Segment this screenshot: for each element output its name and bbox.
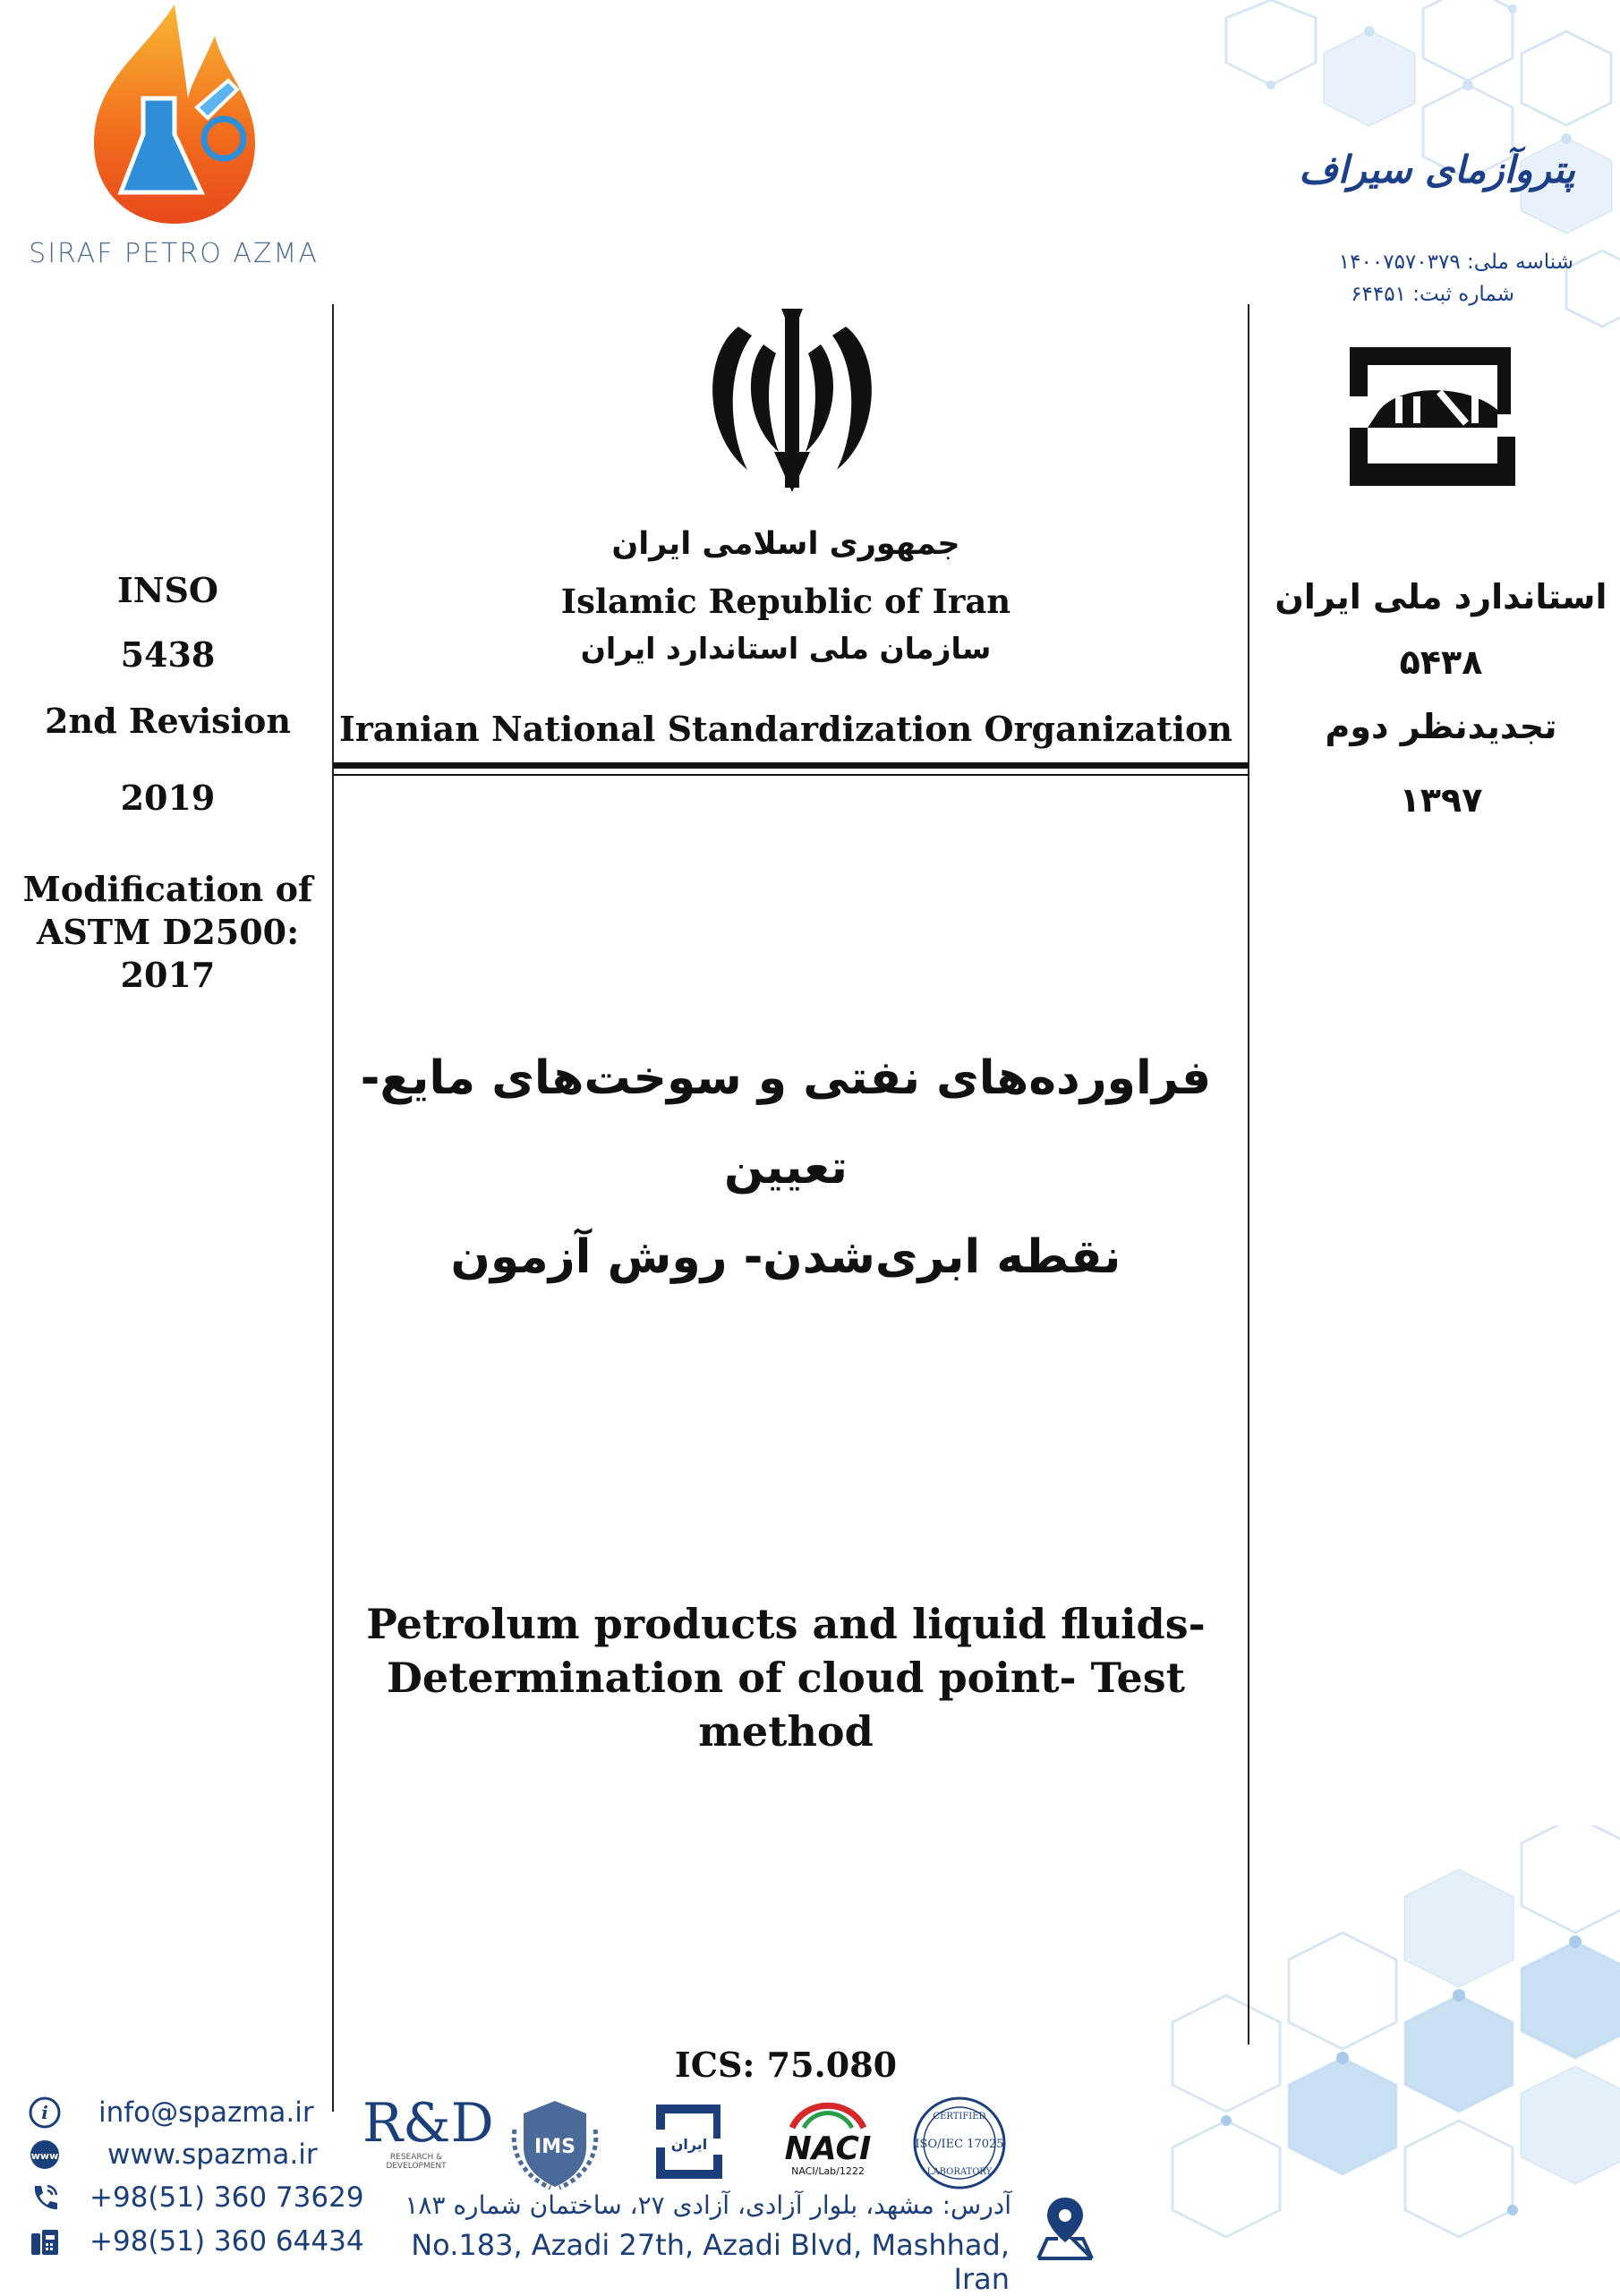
standard-revision-fa: تجدیدنظر دوم (1325, 707, 1557, 746)
rd-badge (362, 2092, 494, 2192)
naci-badge-label: NACI (784, 2130, 872, 2167)
rd-badge-sub: RESEARCH & DEVELOPMENT (386, 2153, 447, 2171)
modification-line2: ASTM D2500: (36, 912, 300, 952)
document-title-en (334, 1597, 1238, 1758)
modification-line1: Modification of (22, 869, 313, 909)
iso-17025-badge (908, 2094, 1011, 2192)
svg-text:i: i (41, 2102, 48, 2123)
title-en-line1: Petrolum products and liquid fluids- (366, 1600, 1206, 1648)
contact-phone[interactable] (27, 2177, 364, 2218)
title-en-line2: Determination of cloud point- Test method (387, 1654, 1185, 1756)
standard-number-fa: ۵۴۳۸ (1399, 642, 1483, 682)
iso-badge-mid: ISO/IEC 17025 (915, 2138, 1004, 2151)
contact-phone-text[interactable]: +98(51) 360 73629 (90, 2181, 364, 2214)
registration-number: شماره ثبت: ۶۴۴۵۱ (1351, 283, 1514, 306)
naci-arc-icon (779, 2094, 877, 2130)
iran-emblem (685, 300, 900, 501)
company-logo (9, 0, 340, 277)
isiri-small-label: ایران (670, 2136, 708, 2153)
contact-website-text[interactable]: www.spazma.ir (107, 2139, 318, 2171)
ics-code: ICS: 75.080 (674, 2045, 898, 2085)
title-fa-line1: فراورده‌های نفتی و سوخت‌های مایع- تعیین (360, 1051, 1212, 1195)
org-fa: سازمان ملی استاندارد ایران (580, 631, 992, 666)
svg-text:www: www (30, 2150, 59, 2162)
naci-badge (779, 2094, 877, 2192)
republic-fa: جمهوری اسلامی ایران (611, 526, 960, 562)
brand-name-fa: پتروآزمای سیراف (1299, 148, 1575, 191)
right-frame-line (1248, 304, 1249, 2045)
republic-en: Islamic Republic of Iran (560, 582, 1011, 621)
location-pin-icon[interactable] (1029, 2192, 1101, 2264)
contact-fax[interactable] (27, 2221, 364, 2262)
title-fa-line2: نقطه ابری‌شدن- روش آزمون (450, 1230, 1121, 1284)
national-id: شناسه ملی: ۱۴۰۰۷۵۷۰۳۷۹ (1338, 251, 1573, 274)
modification-line3: 2017 (120, 955, 216, 995)
isiri-small-badge (649, 2094, 729, 2192)
inso-code: INSO (116, 570, 219, 610)
ims-badge (501, 2094, 609, 2192)
iso-badge-bottom: LABORATORY (926, 2167, 993, 2177)
standard-year-fa: ۱۳۹۷ (1399, 780, 1483, 820)
address-en: No.183, Azadi 27th, Azadi Blvd, Mashhad, Iran (411, 2228, 1010, 2296)
standard-title-fa: استاندارد ملی ایران (1275, 577, 1607, 617)
header-rule-thick (334, 762, 1249, 769)
isiri-logo (1332, 329, 1533, 504)
logo-text: SIRAF PETRO AZMA (29, 238, 319, 269)
naci-badge-sub: NACI/Lab/1222 (791, 2165, 865, 2177)
inso-number: 5438 (120, 634, 216, 675)
phone-icon (27, 2180, 63, 2215)
fax-icon (27, 2224, 63, 2259)
contact-website[interactable] (27, 2134, 318, 2175)
rd-badge-label: R&D (362, 2092, 494, 2155)
document-title-fa (334, 1033, 1238, 1302)
header-rule-thin (334, 774, 1249, 776)
contact-email[interactable] (27, 2092, 314, 2133)
contact-email-text[interactable]: info@spazma.ir (98, 2096, 314, 2129)
inso-revision: 2nd Revision (45, 701, 291, 741)
contact-fax-text[interactable]: +98(51) 360 64434 (90, 2225, 364, 2258)
www-icon (27, 2137, 63, 2173)
address-fa: آدرس: مشهد، بلوار آزادی، آزادی ۲۷، ساختمان شماره ۱۸۳ (405, 2190, 1011, 2220)
ims-badge-label: IMS (534, 2136, 576, 2158)
iso-badge-top: CERTIFIED (933, 2112, 986, 2122)
info-icon (27, 2095, 63, 2130)
inso-year: 2019 (120, 778, 216, 818)
org-en: Iranian National Standardization Organization (339, 709, 1232, 749)
